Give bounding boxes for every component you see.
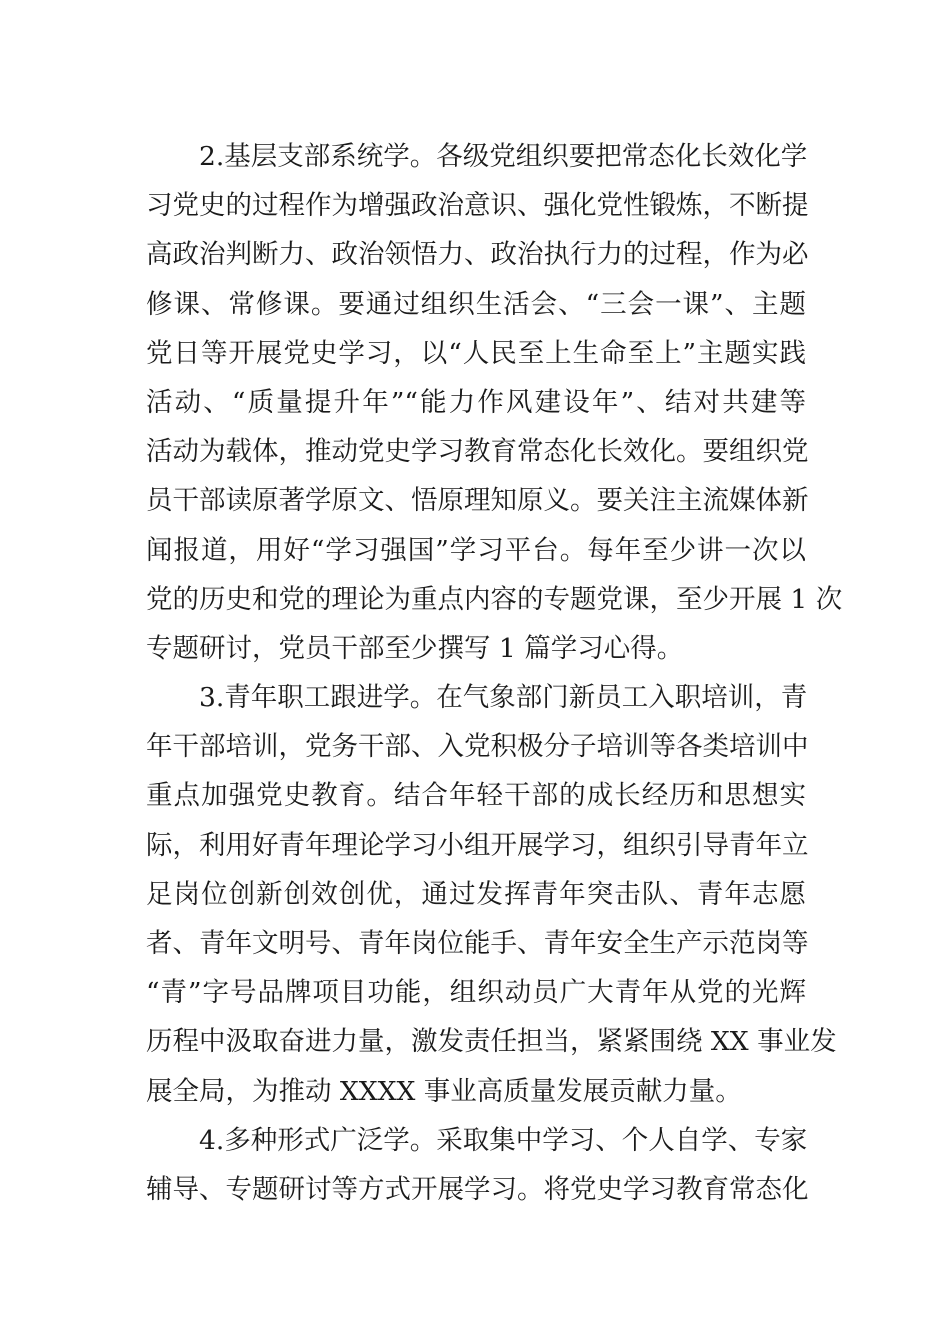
text-line: 修课、常修课。要通过组织生活会、“三会一课”、主题: [146, 288, 806, 320]
body-text: [146, 132, 843, 1214]
text-line: “青”字号品牌项目功能，组织动员广大青年从党的光辉: [146, 977, 806, 1009]
text-line: 活动、“质量提升年”“能力作风建设年”、结对共建等: [146, 386, 806, 418]
text-line: 专题研讨，党员干部至少撰写 1 篇学习心得。: [146, 632, 684, 664]
text-line: 辅导、专题研讨等方式开展学习。将党史学习教育常态化: [146, 1173, 809, 1205]
text-line: 展全局，为推动 XXXX 事业高质量发展贡献力量。: [146, 1075, 742, 1107]
text-line: 习党史的过程作为增强政治意识、强化党性锻炼，不断提: [146, 190, 809, 222]
text-line: 2.基层支部系统学。各级党组织要把常态化长效化学: [199, 141, 808, 172]
text-line: 员干部读原著学原文、悟原理知原义。要关注主流媒体新: [146, 485, 809, 517]
text-line: 重点加强党史教育。结合年轻干部的成长经历和思想实: [146, 780, 806, 812]
text-line: 党日等开展党史学习，以“人民至上生命至上”主题实践: [146, 337, 806, 369]
text-line: 闻报道，用好“学习强国”学习平台。每年至少讲一次以: [146, 534, 806, 566]
text-line: 历程中汲取奋进力量，激发责任担当，紧紧围绕 XX 事业发: [146, 1026, 837, 1058]
text-line: 高政治判断力、政治领悟力、政治执行力的过程，作为必: [146, 239, 809, 271]
paragraph-4: [146, 1116, 809, 1214]
text-line: 活动为载体，推动党史学习教育常态化长效化。要组织党: [146, 436, 809, 468]
text-line: 年干部培训，党务干部、入党积极分子培训等各类培训中: [146, 731, 809, 763]
text-line: 足岗位创新创效创优，通过发挥青年突击队、青年志愿: [146, 878, 806, 910]
paragraph-2: [146, 132, 843, 673]
text-line: 党的历史和党的理论为重点内容的专题党课，至少开展 1 次: [146, 583, 843, 615]
text-line: 际，利用好青年理论学习小组开展学习，组织引导青年立: [146, 829, 809, 861]
paragraph-3: [146, 673, 837, 1116]
text-line: 3.青年职工跟进学。在气象部门新员工入职培训，青: [199, 682, 808, 714]
text-line: 者、青年文明号、青年岗位能手、青年安全生产示范岗等: [146, 928, 809, 959]
text-line: 4.多种形式广泛学。采取集中学习、个人自学、专家: [199, 1124, 808, 1156]
